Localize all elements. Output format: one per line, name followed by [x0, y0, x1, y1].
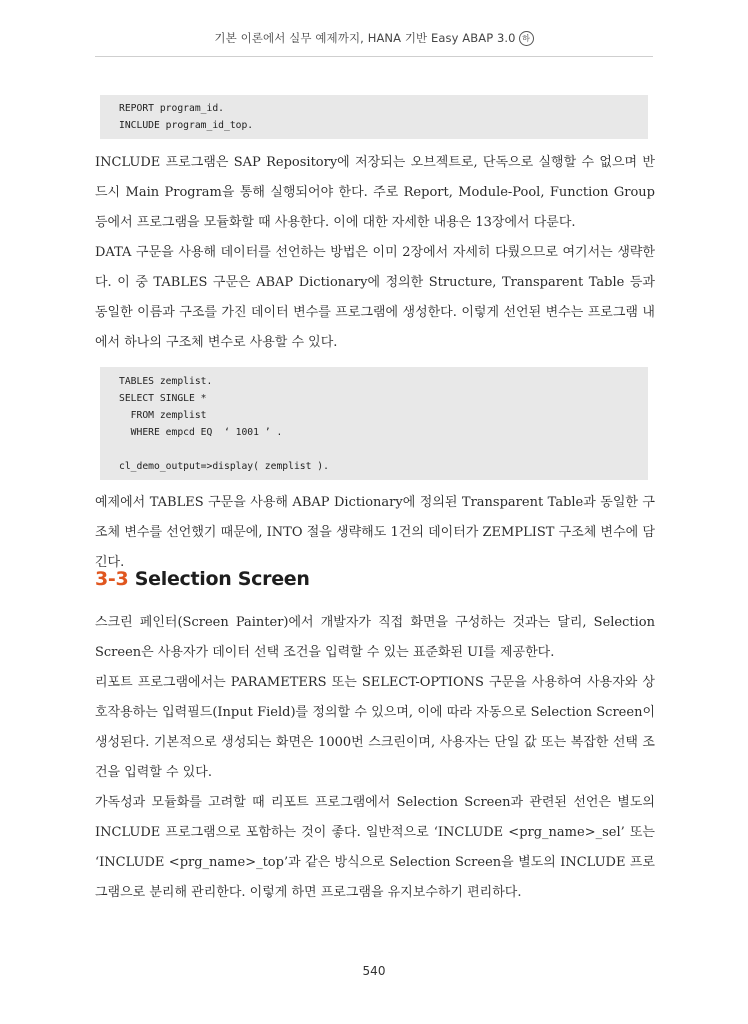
code-line: REPORT program_id. [119, 103, 224, 114]
code-line: WHERE empcd EQ ‘ 1001 ’ . [119, 427, 283, 438]
running-header [95, 30, 653, 46]
code-line: INCLUDE program_id_top. [119, 120, 254, 131]
section-title: Selection Screen [134, 568, 310, 590]
paragraph-selection-screen-intro: 스크린 페인터(Screen Painter)에서 개발자가 직접 화면을 구성하는 것과는 달리, Selection Screen은 사용자가 데이터 선택 조건을 입력할 수 있는 표준화된 UI를 제공한다. [95, 615, 655, 660]
code-line [119, 441, 648, 458]
volume-mark-badge: 하 [519, 31, 534, 46]
paragraph-modularization-description: 가독성과 모듈화를 고려할 때 리포트 프로그램에서 Selection Screen과 관련된 선언은 별도의 INCLUDE 프로그램으로 포함하는 것이 좋다. 일반적으로 ‘INCLUDE <prg_name>_sel’ 또는 ‘INCLUDE <prg_name>_top’과 같은 방식으로 Selection Screen을 별도의 INCLUDE 프로그램으로 분리해 관리한다. 이렇게 하면 프로그램을 유지보수하기 편리하다. [95, 795, 655, 900]
code-block-tables [100, 367, 648, 480]
code-line: TABLES zemplist. [119, 376, 213, 387]
paragraph-example-explanation: 예제에서 TABLES 구문을 사용해 ABAP Dictionary에 정의된 Transparent Table과 동일한 구조체 변수를 선언했기 때문에, INTO 절을 생략해도 1건의 데이터가 ZEMPLIST 구조체 변수에 담긴다. [95, 495, 655, 570]
paragraph-tables-description: DATA 구문을 사용해 데이터를 선언하는 방법은 이미 2장에서 자세히 다뤘으므로 여기서는 생략한다. 이 중 TABLES 구문은 ABAP Dictionary에 정의한 Structure, Transparent Table 등과 동일한 이름과 구조를 가진 데이터 변수를 프로그램에 생성한다. 이렇게 선언된 변수는 프로그램 내에서 하나의 구조체 변수로 사용할 수 있다. [95, 245, 655, 350]
section-heading [95, 568, 310, 590]
section-number: 3-3 [95, 568, 129, 590]
header-divider [95, 56, 653, 57]
book-title: 기본 이론에서 실무 예제까지, HANA 기반 Easy ABAP 3.0 [214, 31, 516, 45]
code-line: cl_demo_output=>display( zemplist ). [119, 461, 329, 472]
code-line: FROM zemplist [119, 410, 207, 421]
code-line: SELECT SINGLE * [119, 393, 207, 404]
paragraph-include-description: INCLUDE 프로그램은 SAP Repository에 저장되는 오브젝트로, 단독으로 실행할 수 없으며 반드시 Main Program을 통해 실행되어야 한다. 주로 Report, Module-Pool, Function Group 등에서 프로그램을 모듈화할 때 사용한다. 이에 대한 자세한 내용은 13장에서 다룬다. [95, 155, 655, 230]
paragraph-parameters-description: 리포트 프로그램에서는 PARAMETERS 또는 SELECT-OPTIONS 구문을 사용하여 사용자와 상호작용하는 입력필드(Input Field)를 정의할 수 있으며, 이에 따라 자동으로 Selection Screen이 생성된다. 기본적으로 생성되는 화면은 1000번 스크린이며, 사용자는 단일 값 또는 복잡한 선택 조건을 입력할 수 있다. [95, 675, 655, 780]
code-block-include [100, 95, 648, 139]
page-number: 540 [362, 964, 386, 978]
